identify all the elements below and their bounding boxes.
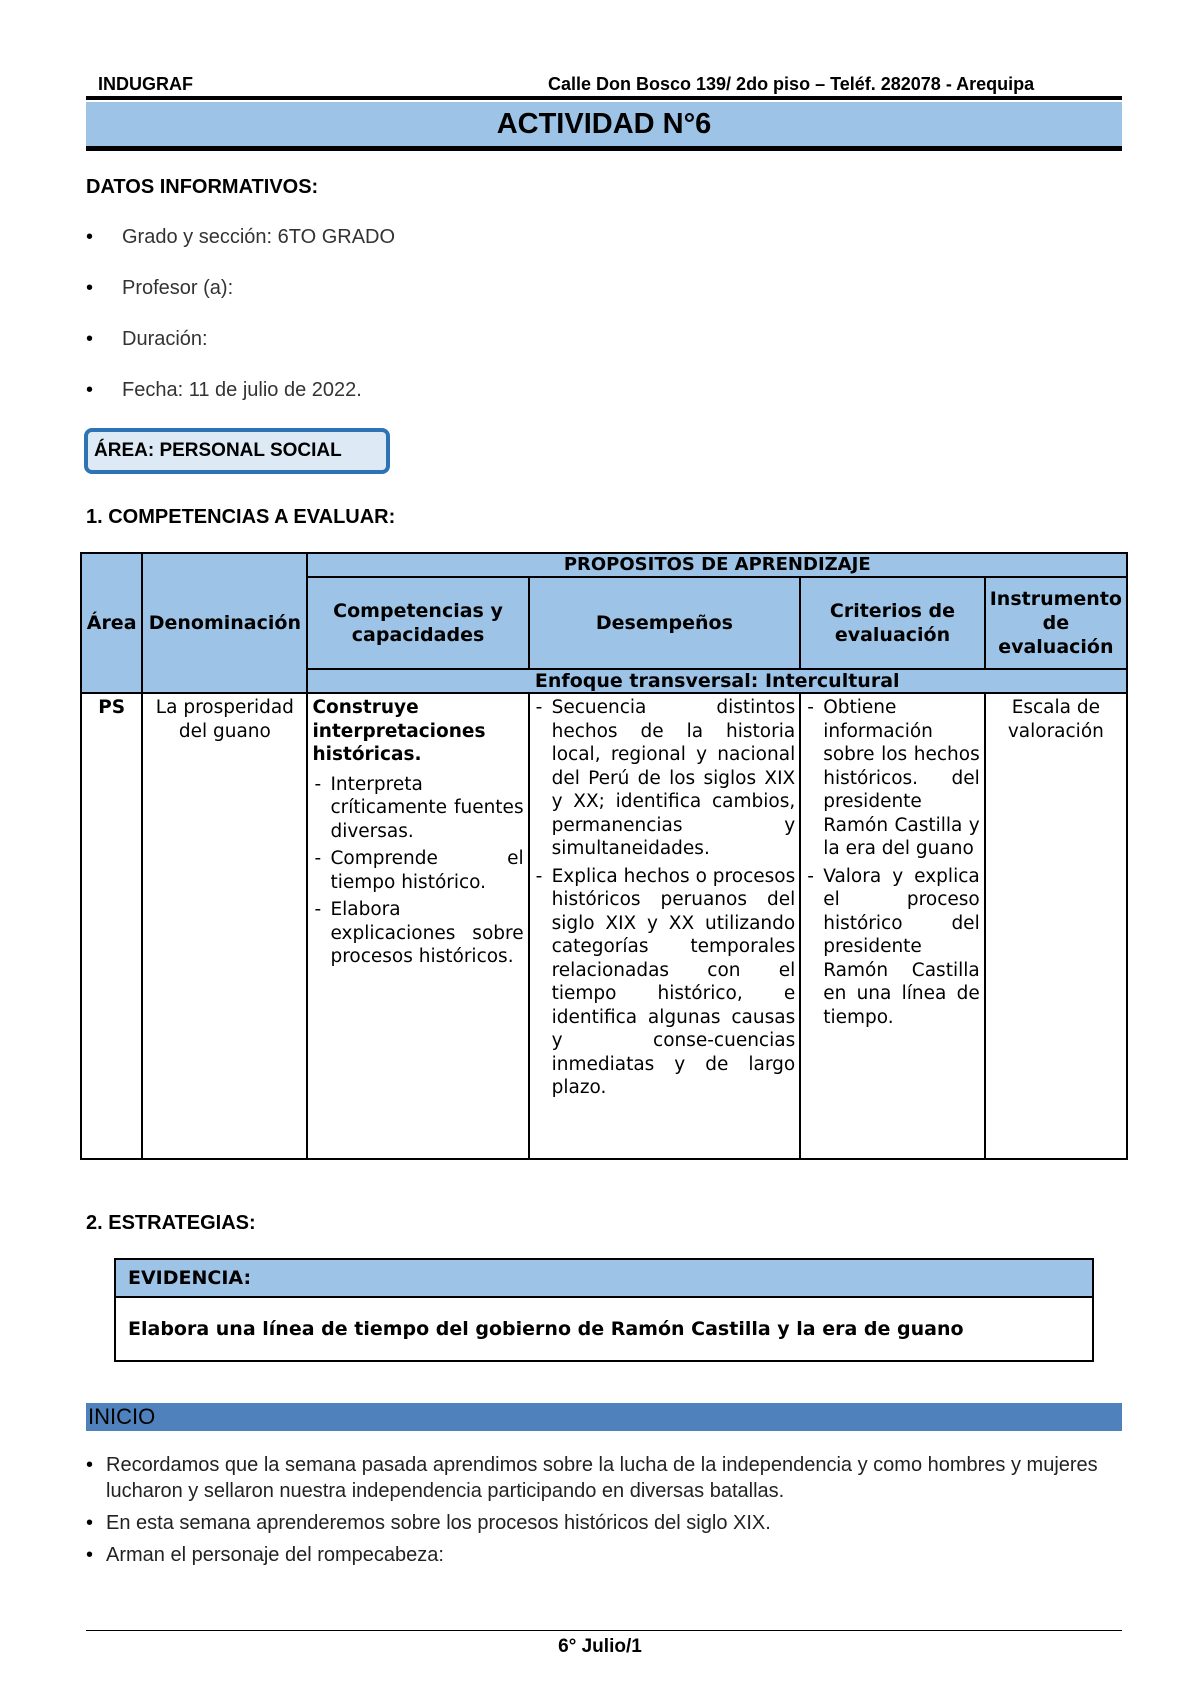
capacidades-list [312, 773, 523, 969]
page-footer: 6° Julio/1 [558, 1636, 642, 1657]
header-instrumento: Instrumento de evaluación [985, 577, 1127, 669]
cell-criterios [800, 693, 985, 1159]
header-rule [86, 96, 1122, 100]
evidencia-label: EVIDENCIA: [115, 1259, 1093, 1297]
cell-instrumento: Escala de valoración [985, 693, 1127, 1159]
desempeno-item: - Secuencia distintos hechos de la historia local, regional y nacional del Perú de los siglos XIX y XX; identifica cambios, permanencias y simultaneidades. [534, 696, 796, 861]
footer-rule [86, 1630, 1122, 1631]
cell-desempenos [529, 693, 801, 1159]
header-propositos: PROPOSITOS DE APRENDIZAJE [307, 553, 1127, 577]
cell-competencias [307, 693, 528, 1159]
bullet-icon: • [86, 379, 94, 401]
bullet-icon: • [86, 226, 94, 248]
header-company: INDUGRAF [98, 74, 193, 94]
capacidad-item: - Comprende el tiempo histórico. [312, 847, 523, 894]
header-competencias: Competencias y capacidades [307, 577, 528, 669]
inicio-item: • Recordamos que la semana pasada aprendimos sobre la lucha de la independencia y como hombres y mujeres lucharon y sellaron nuestra independencia participando en diversas batallas. [86, 1452, 1122, 1504]
activity-title: ACTIVIDAD N°6 [86, 102, 1122, 151]
desempeno-item: - Explica hechos o procesos históricos peruanos del siglo XIX y XX utilizando categorías temporales relacionadas con el tiempo histórico, e identifica algunas causas y conse-cuencias inmediatas y de largo plazo. [534, 865, 796, 1100]
criterio-item: - Obtiene información sobre los hechos históricos. del presidente Ramón Castilla y la era del guano [805, 696, 980, 861]
header-address: Calle Don Bosco 139/ 2do piso – Teléf. 282078 - Arequipa [548, 74, 1035, 94]
bullet-icon: • [86, 328, 94, 350]
inicio-list [86, 1452, 1122, 1574]
header-denominacion: Denominación [142, 553, 307, 693]
header-area: Área [81, 553, 142, 693]
evidencia-text: Elabora una línea de tiempo del gobierno de Ramón Castilla y la era de guano [115, 1297, 1093, 1361]
bullet-icon: • [86, 277, 94, 299]
section-competencias-title: 1. COMPETENCIAS A EVALUAR: [86, 506, 396, 528]
header-enfoque: Enfoque transversal: Intercultural [307, 669, 1127, 693]
criterio-item: - Valora y explica el proceso histórico del presidente Ramón Castilla en una línea de tiempo. [805, 865, 980, 1030]
header-desempenos: Desempeños [529, 577, 801, 669]
inicio-item: • En esta semana aprenderemos sobre los procesos históricos del siglo XIX. [86, 1510, 1122, 1536]
competencia-title: Construye interpretaciones históricas. [312, 697, 486, 765]
datos-heading: DATOS INFORMATIVOS: [86, 176, 319, 198]
cell-denominacion: La prosperidad del guano [142, 693, 307, 1159]
capacidad-item: - Interpreta críticamente fuentes diversas. [312, 773, 523, 844]
datos-item-text: Profesor (a): [122, 277, 234, 299]
inicio-heading: INICIO [86, 1403, 1122, 1431]
datos-item [86, 379, 362, 402]
datos-item [86, 328, 208, 351]
cell-area: PS [81, 693, 142, 1159]
section-estrategias-title: 2. ESTRATEGIAS: [86, 1212, 256, 1234]
datos-item [86, 277, 233, 300]
datos-item-text: Duración: [122, 328, 208, 350]
capacidad-item: - Elabora explicaciones sobre procesos históricos. [312, 898, 523, 969]
datos-item-text: Grado y sección: 6TO GRADO [122, 226, 396, 248]
inicio-item: • Arman el personaje del rompecabeza: [86, 1542, 1122, 1568]
header-criterios: Criterios de evaluación [800, 577, 985, 669]
datos-item [86, 226, 395, 249]
desempenos-list [534, 696, 796, 1100]
criterios-list [805, 696, 980, 1029]
evidencia-table [114, 1258, 1094, 1362]
area-label: ÁREA: PERSONAL SOCIAL [84, 428, 390, 474]
datos-item-text: Fecha: 11 de julio de 2022. [122, 379, 362, 401]
competencias-table [80, 552, 1128, 1160]
